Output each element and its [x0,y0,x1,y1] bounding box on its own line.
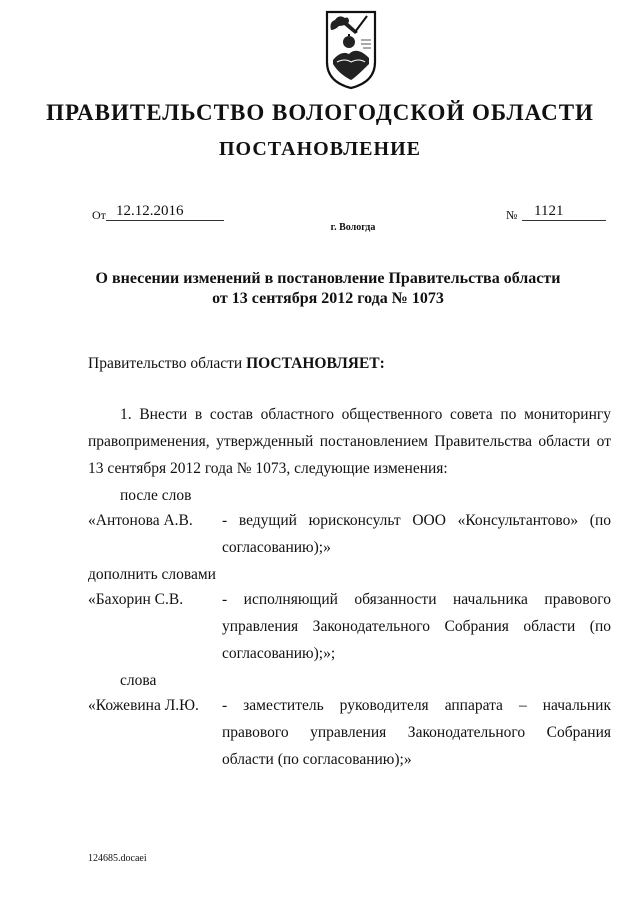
entry-2-description-line-2: управления Законодательного Собрания области (по [222,618,611,635]
number-field [522,202,606,221]
entry-3-description-line-2: правового управления Законодательного Собрания [222,724,611,741]
file-code: 124685.docaei [88,853,147,864]
number-prefix-label: № [506,208,518,222]
subject-line-1: О внесении изменений в постановление Правительства области [95,270,561,287]
resolves-keyword: ПОСТАНОВЛЯЕТ: [246,355,385,372]
subject-line-2: от 13 сентября 2012 года № 1073 [212,290,444,307]
entry-1-description-line-1: - ведущий юрисконсульт ООО «Консультантово» (по [222,512,611,529]
city-label: г. Вологда [330,222,376,233]
date-value: 12.12.2016 [116,203,184,219]
entry-2-description-line-3: согласованию);»; [222,645,336,662]
date-field [106,202,224,221]
entry-3-description-line-3: области (по согласованию);» [222,751,412,768]
resolves-prefix: Правительство области [88,355,247,372]
entry-1-name: «Антонова А.В. [88,512,193,529]
number-value: 1121 [534,203,564,219]
entry-2-description-line-1: - исполняющий обязанности начальника правового [222,591,611,608]
entry-2-name: «Бахорин С.В. [88,591,184,608]
date-prefix-label: От [92,208,106,222]
paragraph-1-line-2: правоприменения, утвержденный постановлением Правительства области от [88,433,611,450]
after-words-label: после слов [120,487,192,504]
resolves-line [88,355,385,373]
words-label: слова [120,672,157,689]
paragraph-1-line-1: 1. Внести в состав областного общественного совета по мониторингу [120,406,611,423]
paragraph-1-line-3: 13 сентября 2012 года № 1073, следующие изменения: [88,460,448,477]
entry-3-name: «Кожевина Л.Ю. [88,697,199,714]
document-type-title: ПОСТАНОВЛЕНИЕ [219,138,421,160]
government-title: ПРАВИТЕЛЬСТВО ВОЛОГОДСКОЙ ОБЛАСТИ [46,100,594,125]
coat-of-arms-icon [325,10,377,90]
add-words-label: дополнить словами [88,566,216,583]
entry-1-description-line-2: согласованию);» [222,539,331,556]
entry-3-description-line-1: - заместитель руководителя аппарата – начальник [222,697,611,714]
